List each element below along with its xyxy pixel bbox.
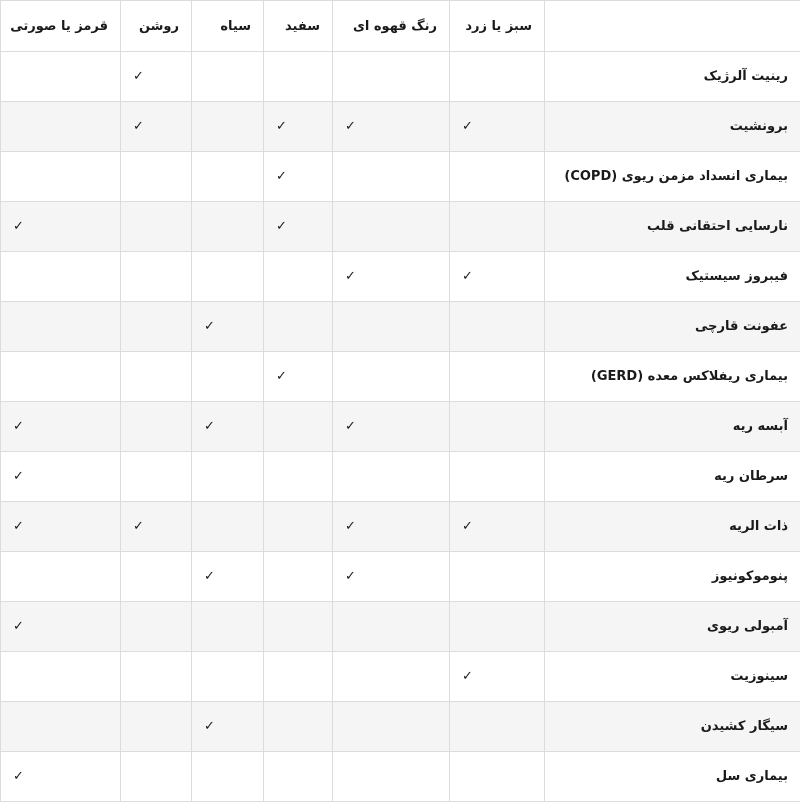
checkmark-icon: ✓ bbox=[13, 419, 24, 434]
checkmark-icon: ✓ bbox=[13, 219, 24, 234]
check-cell bbox=[192, 602, 264, 652]
check-cell bbox=[450, 602, 545, 652]
checkmark-icon: ✓ bbox=[276, 119, 287, 134]
check-cell bbox=[121, 652, 192, 702]
check-cell bbox=[333, 702, 450, 752]
table-row bbox=[1, 502, 800, 552]
check-cell bbox=[192, 52, 264, 102]
check-cell bbox=[333, 602, 450, 652]
check-cell bbox=[264, 152, 333, 202]
check-cell bbox=[1, 352, 121, 402]
checkmark-icon: ✓ bbox=[462, 119, 473, 134]
check-cell bbox=[121, 552, 192, 602]
checkmark-icon: ✓ bbox=[13, 469, 24, 484]
table-row bbox=[1, 602, 800, 652]
check-cell bbox=[1, 452, 121, 502]
check-cell bbox=[1, 52, 121, 102]
condition-cell: عفونت قارچی bbox=[545, 302, 800, 352]
table-row bbox=[1, 352, 800, 402]
checkmark-icon: ✓ bbox=[462, 669, 473, 684]
check-cell bbox=[1, 202, 121, 252]
check-cell bbox=[121, 452, 192, 502]
condition-cell: فیبروز سیستیک bbox=[545, 252, 800, 302]
check-cell bbox=[121, 502, 192, 552]
check-cell bbox=[333, 302, 450, 352]
condition-cell: بیماری انسداد مزمن ریوی (COPD) bbox=[545, 152, 800, 202]
check-cell bbox=[121, 52, 192, 102]
check-cell bbox=[121, 702, 192, 752]
checkmark-icon: ✓ bbox=[345, 419, 356, 434]
check-cell bbox=[1, 102, 121, 152]
check-cell bbox=[192, 502, 264, 552]
check-cell bbox=[192, 652, 264, 702]
check-cell bbox=[192, 152, 264, 202]
check-cell bbox=[450, 552, 545, 602]
condition-cell: سیگار کشیدن bbox=[545, 702, 800, 752]
table-row bbox=[1, 452, 800, 502]
checkmark-icon: ✓ bbox=[345, 519, 356, 534]
check-cell bbox=[121, 152, 192, 202]
checkmark-icon: ✓ bbox=[345, 569, 356, 584]
check-cell bbox=[264, 202, 333, 252]
check-cell bbox=[333, 252, 450, 302]
check-cell bbox=[192, 202, 264, 252]
check-cell bbox=[192, 552, 264, 602]
check-cell bbox=[121, 202, 192, 252]
table-row bbox=[1, 152, 800, 202]
header-cell-white: سفید bbox=[264, 1, 333, 52]
check-cell bbox=[450, 652, 545, 702]
check-cell bbox=[192, 752, 264, 802]
condition-cell: برونشیت bbox=[545, 102, 800, 152]
checkmark-icon: ✓ bbox=[13, 519, 24, 534]
check-cell bbox=[333, 552, 450, 602]
table-row bbox=[1, 202, 800, 252]
checkmark-icon: ✓ bbox=[276, 369, 287, 384]
table-row bbox=[1, 52, 800, 102]
condition-cell: سینوزیت bbox=[545, 652, 800, 702]
header-cell-black: سیاه bbox=[192, 1, 264, 52]
check-cell bbox=[450, 452, 545, 502]
header-row bbox=[1, 1, 800, 52]
check-cell bbox=[450, 302, 545, 352]
checkmark-icon: ✓ bbox=[345, 119, 356, 134]
table-row bbox=[1, 752, 800, 802]
checkmark-icon: ✓ bbox=[204, 319, 215, 334]
checkmark-icon: ✓ bbox=[204, 419, 215, 434]
check-cell bbox=[333, 102, 450, 152]
check-cell bbox=[1, 152, 121, 202]
check-cell bbox=[333, 752, 450, 802]
check-cell bbox=[450, 502, 545, 552]
check-cell bbox=[192, 452, 264, 502]
condition-cell: سرطان ریه bbox=[545, 452, 800, 502]
checkmark-icon: ✓ bbox=[133, 519, 144, 534]
check-cell bbox=[450, 752, 545, 802]
header-cell-red-pink: قرمز یا صورتی bbox=[1, 1, 121, 52]
checkmark-icon: ✓ bbox=[133, 119, 144, 134]
check-cell bbox=[333, 652, 450, 702]
checkmark-icon: ✓ bbox=[13, 619, 24, 634]
check-cell bbox=[264, 102, 333, 152]
check-cell bbox=[264, 52, 333, 102]
check-cell bbox=[121, 752, 192, 802]
condition-cell: پنوموکونیوز bbox=[545, 552, 800, 602]
check-cell bbox=[450, 402, 545, 452]
check-cell bbox=[264, 302, 333, 352]
check-cell bbox=[333, 152, 450, 202]
check-cell bbox=[121, 402, 192, 452]
check-cell bbox=[121, 352, 192, 402]
checkmark-icon: ✓ bbox=[204, 569, 215, 584]
table-row bbox=[1, 102, 800, 152]
condition-cell: بیماری ریفلاکس معده (GERD) bbox=[545, 352, 800, 402]
table-row bbox=[1, 252, 800, 302]
check-cell bbox=[264, 552, 333, 602]
header-cell-condition bbox=[545, 1, 800, 52]
check-cell bbox=[1, 602, 121, 652]
check-cell bbox=[192, 402, 264, 452]
condition-cell: آبسه ریه bbox=[545, 402, 800, 452]
table-row bbox=[1, 302, 800, 352]
check-cell bbox=[1, 652, 121, 702]
checkmark-icon: ✓ bbox=[133, 69, 144, 84]
header-cell-clear: روشن bbox=[121, 1, 192, 52]
check-cell bbox=[1, 552, 121, 602]
check-cell bbox=[264, 402, 333, 452]
check-cell bbox=[121, 252, 192, 302]
check-cell bbox=[192, 102, 264, 152]
check-cell bbox=[450, 152, 545, 202]
check-cell bbox=[264, 752, 333, 802]
check-cell bbox=[1, 702, 121, 752]
checkmark-icon: ✓ bbox=[276, 219, 287, 234]
check-cell bbox=[333, 352, 450, 402]
check-cell bbox=[264, 352, 333, 402]
checkmark-icon: ✓ bbox=[345, 269, 356, 284]
check-cell bbox=[450, 202, 545, 252]
check-cell bbox=[1, 252, 121, 302]
check-cell bbox=[264, 502, 333, 552]
check-cell bbox=[450, 702, 545, 752]
condition-cell: آمبولی ریوی bbox=[545, 602, 800, 652]
check-cell bbox=[192, 702, 264, 752]
check-cell bbox=[264, 702, 333, 752]
checkmark-icon: ✓ bbox=[276, 169, 287, 184]
table-row bbox=[1, 402, 800, 452]
table-row bbox=[1, 652, 800, 702]
check-cell bbox=[192, 302, 264, 352]
condition-cell: بیماری سل bbox=[545, 752, 800, 802]
checkmark-icon: ✓ bbox=[462, 269, 473, 284]
checkmark-icon: ✓ bbox=[13, 769, 24, 784]
condition-cell: رینیت آلرژیک bbox=[545, 52, 800, 102]
check-cell bbox=[333, 52, 450, 102]
check-cell bbox=[121, 102, 192, 152]
check-cell bbox=[264, 452, 333, 502]
check-cell bbox=[333, 202, 450, 252]
header-cell-brown: رنگ قهوه ای bbox=[333, 1, 450, 52]
table-row bbox=[1, 702, 800, 752]
check-cell bbox=[1, 302, 121, 352]
check-cell bbox=[192, 252, 264, 302]
condition-cell: ذات الریه bbox=[545, 502, 800, 552]
check-cell bbox=[450, 102, 545, 152]
table-body bbox=[1, 52, 800, 802]
checkmark-icon: ✓ bbox=[462, 519, 473, 534]
check-cell bbox=[1, 752, 121, 802]
check-cell bbox=[450, 252, 545, 302]
check-cell bbox=[450, 52, 545, 102]
check-cell bbox=[264, 252, 333, 302]
check-cell bbox=[264, 602, 333, 652]
check-cell bbox=[1, 502, 121, 552]
checkmark-icon: ✓ bbox=[204, 719, 215, 734]
check-cell bbox=[333, 452, 450, 502]
check-cell bbox=[121, 302, 192, 352]
table-row bbox=[1, 552, 800, 602]
check-cell bbox=[121, 602, 192, 652]
check-cell bbox=[264, 652, 333, 702]
check-cell bbox=[1, 402, 121, 452]
condition-cell: نارسایی احتقانی قلب bbox=[545, 202, 800, 252]
check-cell bbox=[450, 352, 545, 402]
check-cell bbox=[192, 352, 264, 402]
header-cell-green-yellow: سبز یا زرد bbox=[450, 1, 545, 52]
check-cell bbox=[333, 402, 450, 452]
check-cell bbox=[333, 502, 450, 552]
